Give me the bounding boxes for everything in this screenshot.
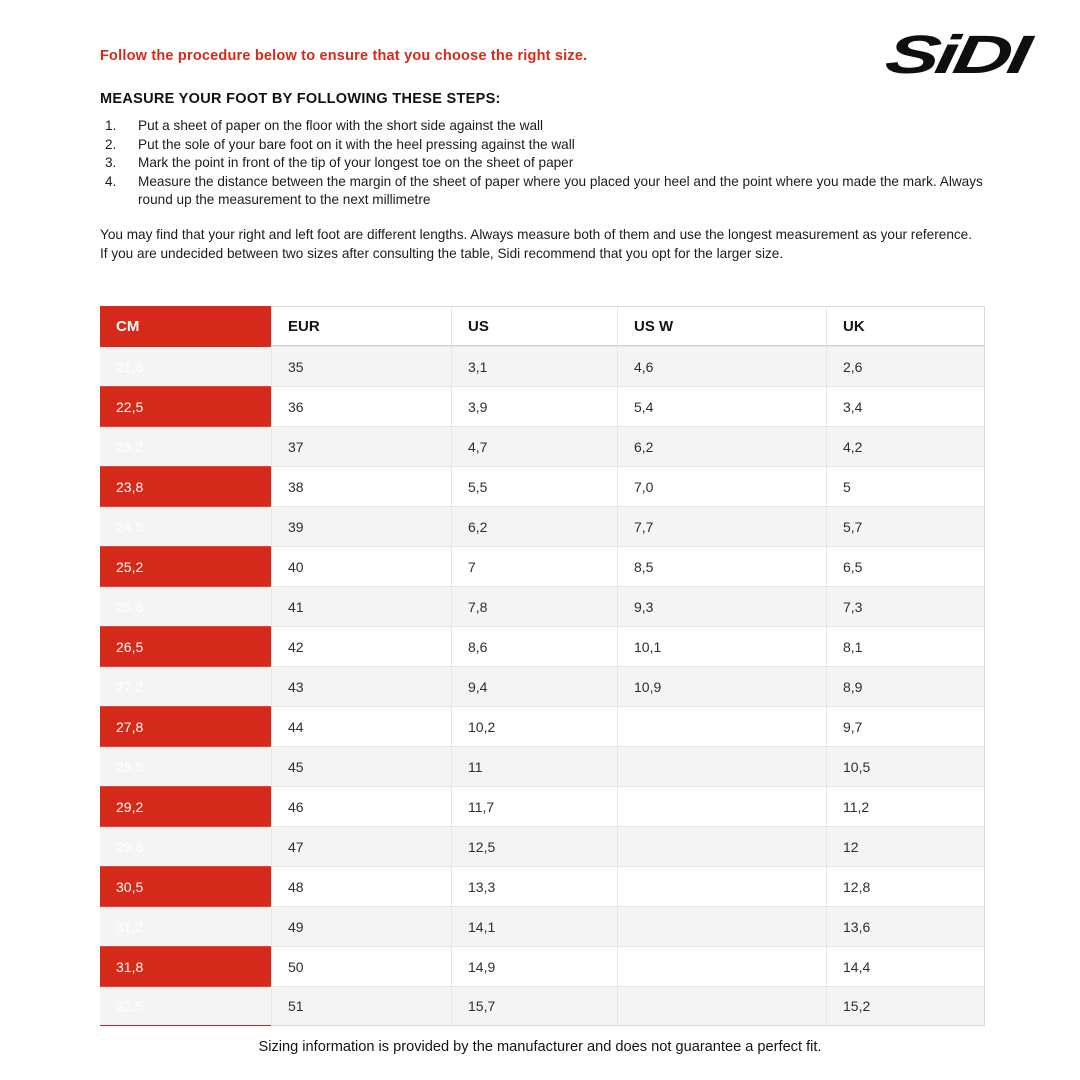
size-cell: 44 bbox=[271, 706, 451, 746]
size-cell: 8,1 bbox=[826, 626, 985, 666]
size-cell: 48 bbox=[271, 866, 451, 906]
cm-cell: 27,8 bbox=[100, 706, 271, 746]
cm-cell: 29,8 bbox=[100, 826, 271, 866]
size-cell: 11 bbox=[451, 746, 617, 786]
table-row bbox=[100, 906, 985, 946]
size-cell: 15,7 bbox=[451, 986, 617, 1026]
step-text: Put the sole of your bare foot on it with the heel pressing against the wall bbox=[138, 136, 575, 152]
size-cell: 2,6 bbox=[826, 346, 985, 386]
size-cell: 4,2 bbox=[826, 426, 985, 466]
size-cell: 7,0 bbox=[617, 466, 826, 506]
size-cell: 6,2 bbox=[617, 426, 826, 466]
size-cell: 4,6 bbox=[617, 346, 826, 386]
size-cell: 6,5 bbox=[826, 546, 985, 586]
size-cell: 7,8 bbox=[451, 586, 617, 626]
column-header-uk: UK bbox=[826, 306, 985, 346]
step-item bbox=[100, 154, 986, 173]
table-row bbox=[100, 946, 985, 986]
size-cell: 15,2 bbox=[826, 986, 985, 1026]
size-cell: 41 bbox=[271, 586, 451, 626]
measurement-steps bbox=[100, 117, 986, 210]
size-cell: 12,8 bbox=[826, 866, 985, 906]
size-cell: 10,1 bbox=[617, 626, 826, 666]
size-cell: 37 bbox=[271, 426, 451, 466]
size-cell bbox=[617, 946, 826, 986]
size-cell: 14,9 bbox=[451, 946, 617, 986]
size-cell: 8,6 bbox=[451, 626, 617, 666]
column-header-usw: US W bbox=[617, 306, 826, 346]
table-row bbox=[100, 786, 985, 826]
table-row bbox=[100, 466, 985, 506]
table-row bbox=[100, 746, 985, 786]
step-item bbox=[100, 136, 986, 155]
size-cell: 49 bbox=[271, 906, 451, 946]
column-header-eur: EUR bbox=[271, 306, 451, 346]
cm-cell: 26,5 bbox=[100, 626, 271, 666]
size-cell: 5,5 bbox=[451, 466, 617, 506]
size-cell bbox=[617, 866, 826, 906]
cm-cell: 28,5 bbox=[100, 746, 271, 786]
table-row bbox=[100, 986, 985, 1026]
size-cell: 42 bbox=[271, 626, 451, 666]
table-row bbox=[100, 386, 985, 426]
size-cell: 10,2 bbox=[451, 706, 617, 746]
footer-disclaimer: Sizing information is provided by the manufacturer and does not guarantee a perfect fit. bbox=[258, 1039, 822, 1055]
size-cell: 13,3 bbox=[451, 866, 617, 906]
table-row bbox=[100, 666, 985, 706]
cm-cell: 25,2 bbox=[100, 546, 271, 586]
steps-heading: MEASURE YOUR FOOT BY FOLLOWING THESE STEPS: bbox=[100, 91, 501, 107]
note-line: You may find that your right and left foot are different lengths. Always measure both of them and use the longest measurement as your reference. bbox=[100, 227, 973, 242]
table-row bbox=[100, 626, 985, 666]
cm-cell: 30,5 bbox=[100, 866, 271, 906]
step-number: 4. bbox=[105, 173, 117, 189]
size-cell: 10,9 bbox=[617, 666, 826, 706]
size-cell: 3,1 bbox=[451, 346, 617, 386]
size-cell: 12,5 bbox=[451, 826, 617, 866]
cm-cell: 27,2 bbox=[100, 666, 271, 706]
cm-cell: 24,5 bbox=[100, 506, 271, 546]
size-cell: 46 bbox=[271, 786, 451, 826]
column-header-cm: CM bbox=[100, 306, 271, 346]
step-text: Measure the distance between the margin of the sheet of paper where you placed your heel and the point where you made the mark. Always round up the measurement to the next millimetre bbox=[138, 173, 983, 207]
step-number: 3. bbox=[105, 155, 117, 170]
step-item bbox=[100, 173, 986, 210]
cm-cell: 22,5 bbox=[100, 386, 271, 426]
step-text: Mark the point in front of the tip of your longest toe on the sheet of paper bbox=[138, 155, 574, 170]
size-cell bbox=[617, 746, 826, 786]
size-cell bbox=[617, 786, 826, 826]
size-cell: 40 bbox=[271, 546, 451, 586]
note-line: If you are undecided between two sizes after consulting the table, Sidi recommend that you opt for the larger size. bbox=[100, 245, 784, 261]
size-cell: 5 bbox=[826, 466, 985, 506]
size-cell: 7,7 bbox=[617, 506, 826, 546]
size-cell: 12 bbox=[826, 826, 985, 866]
cm-cell: 23,8 bbox=[100, 466, 271, 506]
cm-cell: 32,5 bbox=[100, 986, 271, 1026]
size-cell: 9,4 bbox=[451, 666, 617, 706]
size-cell: 8,5 bbox=[617, 546, 826, 586]
procedure-title: Follow the procedure below to ensure that you choose the right size. bbox=[100, 48, 588, 64]
size-cell: 51 bbox=[271, 986, 451, 1026]
cm-cell: 31,8 bbox=[100, 946, 271, 986]
table-row bbox=[100, 426, 985, 466]
size-cell bbox=[617, 906, 826, 946]
size-cell: 7,3 bbox=[826, 586, 985, 626]
size-cell: 35 bbox=[271, 346, 451, 386]
step-number: 1. bbox=[105, 118, 117, 133]
size-cell: 14,1 bbox=[451, 906, 617, 946]
size-cell: 8,9 bbox=[826, 666, 985, 706]
size-table bbox=[100, 306, 985, 1026]
size-cell: 9,7 bbox=[826, 706, 985, 746]
step-item bbox=[100, 117, 986, 136]
size-cell: 11,2 bbox=[826, 786, 985, 826]
size-cell: 5,4 bbox=[617, 386, 826, 426]
sizing-notes bbox=[100, 226, 986, 263]
table-row bbox=[100, 826, 985, 866]
column-header-us: US bbox=[451, 306, 617, 346]
size-cell: 50 bbox=[271, 946, 451, 986]
size-cell: 38 bbox=[271, 466, 451, 506]
size-cell: 4,7 bbox=[451, 426, 617, 466]
size-cell: 11,7 bbox=[451, 786, 617, 826]
table-row bbox=[100, 506, 985, 546]
size-cell: 6,2 bbox=[451, 506, 617, 546]
size-cell: 3,9 bbox=[451, 386, 617, 426]
size-cell: 10,5 bbox=[826, 746, 985, 786]
size-cell bbox=[617, 986, 826, 1026]
table-row bbox=[100, 346, 985, 386]
cm-cell: 25,8 bbox=[100, 586, 271, 626]
table-row bbox=[100, 586, 985, 626]
cm-cell: 29,2 bbox=[100, 786, 271, 826]
size-cell: 45 bbox=[271, 746, 451, 786]
cm-cell: 23,2 bbox=[100, 426, 271, 466]
size-cell: 5,7 bbox=[826, 506, 985, 546]
size-cell: 13,6 bbox=[826, 906, 985, 946]
cm-cell: 21,8 bbox=[100, 346, 271, 386]
size-table-body bbox=[100, 346, 985, 1026]
table-row bbox=[100, 866, 985, 906]
size-cell: 9,3 bbox=[617, 586, 826, 626]
size-cell: 39 bbox=[271, 506, 451, 546]
sidi-logo: SiDI bbox=[881, 25, 1032, 85]
size-cell: 43 bbox=[271, 666, 451, 706]
table-row bbox=[100, 706, 985, 746]
size-cell bbox=[617, 706, 826, 746]
table-row bbox=[100, 546, 985, 586]
size-cell: 3,4 bbox=[826, 386, 985, 426]
cm-cell: 31,2 bbox=[100, 906, 271, 946]
table-header-row bbox=[100, 306, 985, 346]
size-cell bbox=[617, 826, 826, 866]
size-cell: 7 bbox=[451, 546, 617, 586]
step-text: Put a sheet of paper on the floor with the short side against the wall bbox=[138, 118, 544, 133]
size-cell: 47 bbox=[271, 826, 451, 866]
size-cell: 14,4 bbox=[826, 946, 985, 986]
step-number: 2. bbox=[105, 136, 117, 152]
size-cell: 36 bbox=[271, 386, 451, 426]
